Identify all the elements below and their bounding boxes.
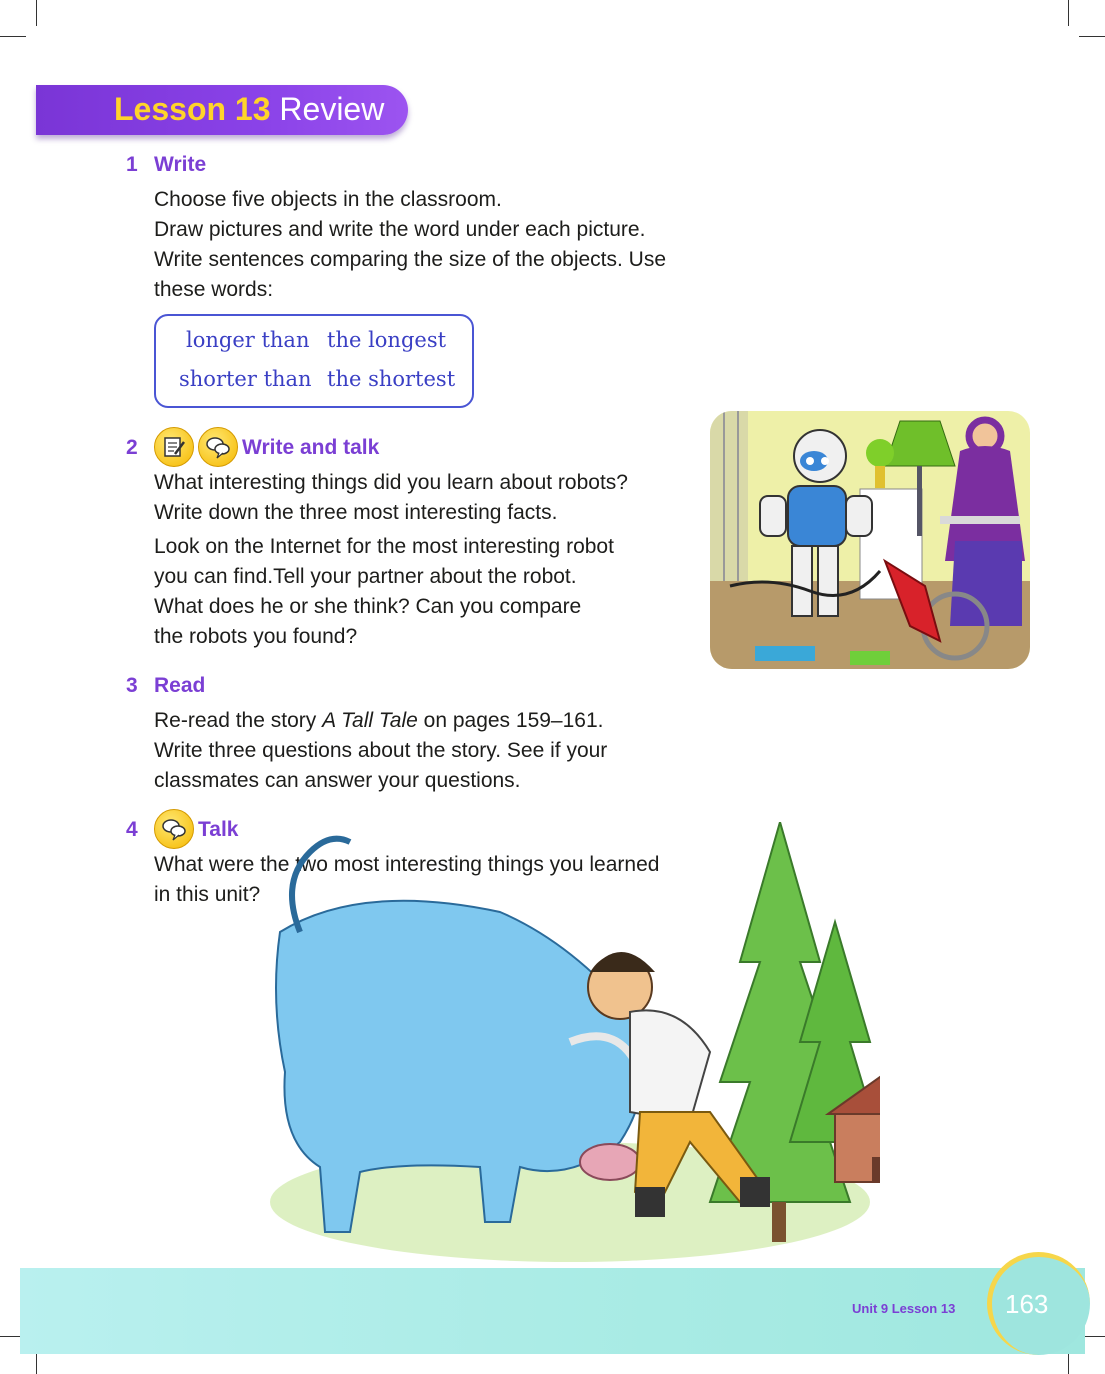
crop-mark bbox=[1079, 36, 1105, 37]
word-box bbox=[154, 314, 474, 408]
activity-2-number: 2 bbox=[126, 436, 138, 459]
activity-1-line: Choose five objects in the classroom. bbox=[154, 188, 502, 211]
activity-2-line: you can find.Tell your partner about the robot. bbox=[154, 565, 577, 588]
page-number: 163 bbox=[1005, 1289, 1049, 1319]
activity-3-line-part: Re-read the story bbox=[154, 709, 323, 732]
activity-3-title: Read bbox=[154, 674, 206, 697]
lesson-label: Lesson 13 bbox=[114, 91, 271, 127]
page-title bbox=[114, 91, 384, 128]
activity-4-number: 4 bbox=[126, 818, 138, 841]
activity-4-line: What were the two most interesting things you learned bbox=[154, 853, 660, 876]
word-shorter-than: shorter than bbox=[179, 367, 312, 391]
activity-1-line: Draw pictures and write the word under each picture. bbox=[154, 218, 646, 241]
word-the-longest: the longest bbox=[327, 328, 447, 352]
activity-1-line: these words: bbox=[154, 278, 274, 301]
activity-2-line: the robots you found? bbox=[154, 625, 358, 648]
activity-4-line: in this unit? bbox=[154, 883, 261, 906]
activity-2-title: Write and talk bbox=[242, 436, 380, 459]
activity-2-line: What interesting things did you learn about robots? bbox=[154, 471, 628, 494]
activity-3-number: 3 bbox=[126, 674, 138, 697]
review-label: Review bbox=[279, 91, 385, 127]
activity-2-line: Look on the Internet for the most interesting robot bbox=[154, 535, 614, 558]
notebook-pencil-icon bbox=[154, 427, 194, 467]
crop-mark bbox=[0, 36, 26, 37]
activity-2-line: What does he or she think? Can you compare bbox=[154, 595, 582, 618]
word-longer-than: longer than bbox=[186, 328, 310, 352]
activity-1-line: Write sentences comparing the size of the objects. Use bbox=[154, 248, 667, 271]
lesson-banner bbox=[36, 85, 408, 135]
activity-1-number: 1 bbox=[126, 153, 138, 176]
speech-bubbles-icon bbox=[198, 427, 238, 467]
speech-bubbles-icon bbox=[154, 809, 194, 849]
activity-1-title: Write bbox=[154, 153, 207, 176]
activity-3-line bbox=[154, 706, 603, 736]
activity-2-line: Write down the three most interesting facts. bbox=[154, 501, 558, 524]
word-the-shortest: the shortest bbox=[327, 367, 456, 391]
crop-mark bbox=[36, 0, 37, 26]
story-title: A Tall Tale bbox=[322, 709, 418, 732]
boy-and-bull-illustration bbox=[240, 822, 880, 1262]
activity-4-title: Talk bbox=[198, 818, 239, 841]
activity-3-line-part: on pages 159–161. bbox=[417, 709, 604, 732]
crop-mark bbox=[1068, 0, 1069, 26]
footer-unit-label: Unit 9 Lesson 13 bbox=[852, 1301, 956, 1316]
robot-illustration bbox=[710, 411, 1030, 669]
activity-3-line: Write three questions about the story. See if your bbox=[154, 739, 608, 762]
activity-3-line: classmates can answer your questions. bbox=[154, 769, 521, 792]
